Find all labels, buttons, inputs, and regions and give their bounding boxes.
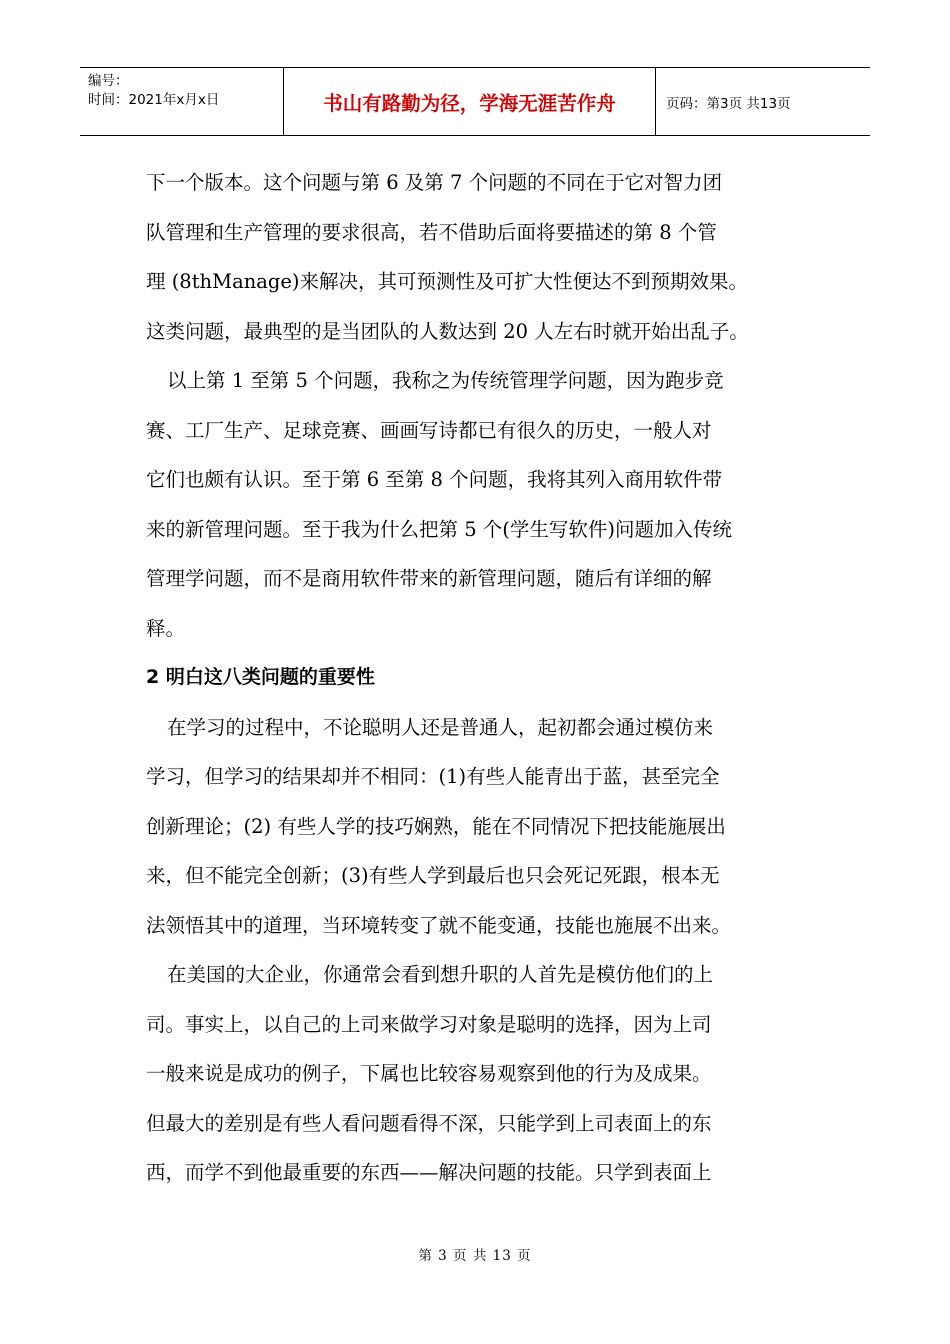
body-line: 队管理和生产管理的要求很高，若不借助后面将要描述的第 8 个管 — [146, 220, 717, 244]
body-line: 一般来说是成功的例子，下属也比较容易观察到他的行为及成果。 — [146, 1062, 712, 1085]
body-line: 创新理论；(2) 有些人学的技巧娴熟，能在不同情况下把技能施展出 — [146, 814, 726, 838]
document-date: 时间：2021年x月x日 — [88, 92, 220, 108]
body-line: 西，而学不到他最重要的东西——解决问题的技能。只学到表面上 — [146, 1161, 712, 1184]
body-line: 司。事实上，以自己的上司来做学习对象是聪明的选择，因为上司 — [146, 1012, 712, 1036]
body-line: 它们也颇有认识。至于第 6 至第 8 个问题，我将其列入商用软件带 — [146, 468, 723, 491]
body-line: 赛、工厂生产、足球竞赛、画画写诗都已有很久的历史，一般人对 — [146, 418, 712, 442]
body-line: 以上第 1 至第 5 个问题，我称之为传统管理学问题，因为跑步竞 — [167, 369, 724, 392]
body-line: 理 (8thManage)来解决，其可预测性及可扩大性便达不到预期效果。 — [146, 270, 749, 293]
body-line: 但最大的差别是有些人看问题看得不深，只能学到上司表面上的东 — [146, 1111, 712, 1135]
document-body — [146, 158, 816, 1198]
header-motto: 书山有路勤为径，学海无涯苦作舟 — [283, 68, 656, 135]
body-line: 来，但不能完全创新；(3)有些人学到最后也只会死记死跟，根本无 — [146, 864, 720, 887]
header-info — [80, 68, 283, 135]
header-page-number: 页码：第3页 共13页 — [666, 95, 791, 112]
body-line: 在美国的大企业，你通常会看到想升职的人首先是模仿他们的上 — [167, 963, 714, 986]
body-line: 这类问题，最典型的是当团队的人数达到 20 人左右时就开始出乱子。 — [146, 319, 749, 343]
page-footer: 第 3 页 共 13 页 — [418, 1248, 532, 1264]
page-header — [80, 67, 870, 136]
body-line: 在学习的过程中，不论聪明人还是普通人，起初都会通过模仿来 — [167, 715, 714, 739]
section-heading: 2 明白这八类问题的重要性 — [146, 666, 375, 688]
body-line: 释。 — [146, 616, 186, 640]
body-line: 下一个版本。这个问题与第 6 及第 7 个问题的不同在于它对智力团 — [146, 171, 723, 194]
document-number-label: 编号： — [88, 73, 129, 89]
body-line: 学习，但学习的结果却并不相同：(1)有些人能青出于蓝，甚至完全 — [146, 765, 720, 788]
body-line: 来的新管理问题。至于我为什么把第 5 个(学生写软件)问题加入传统 — [146, 517, 733, 541]
body-line: 法领悟其中的道理，当环境转变了就不能变通，技能也施展不出来。 — [146, 913, 732, 937]
body-line: 管理学问题，而不是商用软件带来的新管理问题，随后有详细的解 — [146, 567, 712, 590]
